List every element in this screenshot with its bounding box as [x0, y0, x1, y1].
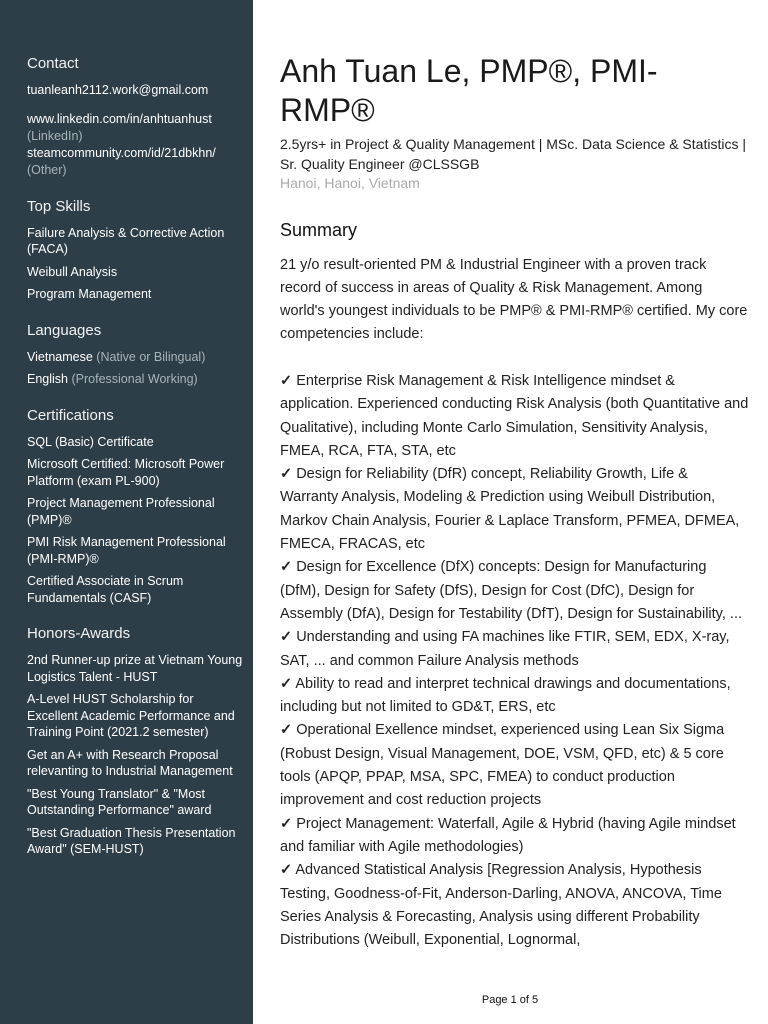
- language-item: [27, 349, 243, 366]
- competency-text: Operational Exellence mindset, experienced using Lean Six Sigma (Robust Design, Visual Management, DOE, VSM, QFD, etc) & 5 core tools (APQP, PPAP, MSA, SPC, FMEA) to conduct production improvement and cost reduction projects: [280, 722, 725, 809]
- check-icon: ✓: [280, 722, 293, 739]
- steam-link[interactable]: steamcommunity.com/id/21dbkhn/: [27, 145, 216, 160]
- steam-label: (Other): [27, 162, 67, 177]
- language-name: English: [27, 372, 68, 386]
- contact-section: [27, 55, 243, 179]
- language-level: (Native or Bilingual): [96, 349, 206, 364]
- competency-item: [280, 463, 750, 556]
- languages-heading: Languages: [27, 321, 102, 339]
- honor-item: Get an A+ with Research Proposal relevanting to Industrial Management: [27, 747, 233, 778]
- competency-text: Project Management: Waterfall, Agile & Hybrid (having Agile mindset and familiar with Agile methodologies): [280, 815, 736, 855]
- check-icon: ✓: [280, 675, 293, 692]
- check-icon: ✓: [280, 629, 293, 646]
- certification-item: Microsoft Certified: Microsoft Power Platform (exam PL-900): [27, 457, 225, 488]
- language-level: (Professional Working): [71, 372, 198, 386]
- certification-item: PMI Risk Management Professional (PMI-RMP)®: [27, 535, 226, 566]
- competency-text: Ability to read and interpret technical drawings and documentations, including but not limited to GD&T, ERS, etc: [280, 675, 731, 716]
- summary-intro: 21 y/o result-oriented PM & Industrial Engineer with a proven track record of success in areas of Quality & Risk Management. Among world's youngest individuals to be PMP® & PMI-RMP® certified. My core competencies include:: [280, 256, 748, 343]
- competency-text: Understanding and using FA machines like FTIR, SEM, EDX, X-ray, SAT, ... and common Failure Analysis methods: [280, 629, 730, 669]
- page-number: Page 1 of 5: [481, 994, 539, 1006]
- check-icon: ✓: [280, 372, 293, 389]
- competency-item: [280, 859, 750, 952]
- email-link[interactable]: tuanleanh2112.work@gmail.com: [27, 83, 209, 97]
- competency-item: [280, 813, 750, 860]
- honor-item: A-Level HUST Scholarship for Excellent Academic Performance and Training Point (2021.2 semester): [27, 692, 235, 739]
- check-icon: ✓: [280, 862, 293, 879]
- competency-text: Advanced Statistical Analysis [Regression Analysis, Hypothesis Testing, Goodness-of-Fit, Anderson-Darling, ANOVA, ANCOVA, Time Series Analysis & Forecasting, Analysis using different Probability Distributions (Weibull, Exponential, Lognormal,: [280, 862, 722, 949]
- certifications-section: [27, 407, 243, 607]
- top-skills-section: [27, 198, 243, 303]
- certification-item: Project Management Professional (PMP)®: [27, 496, 215, 527]
- top-skills-heading: Top Skills: [27, 197, 91, 215]
- check-icon: ✓: [280, 815, 293, 832]
- language-name: Vietnamese: [27, 349, 93, 364]
- profile-location: Hanoi, Hanoi, Vietnam: [280, 175, 420, 191]
- competency-item: [280, 556, 750, 626]
- competency-item: [280, 626, 750, 673]
- check-icon: ✓: [280, 466, 293, 483]
- skill-item: Failure Analysis & Corrective Action (FACA): [27, 225, 225, 256]
- certification-item: Certified Associate in Scrum Fundamentals (CASF): [27, 574, 184, 605]
- certifications-heading: Certifications: [27, 406, 114, 424]
- languages-section: [27, 322, 243, 388]
- profile-headline: 2.5yrs+ in Project & Quality Management | MSc. Data Science & Statistics | Sr. Quality Engineer @CLSSGB: [280, 136, 746, 172]
- competency-text: Design for Reliability (DfR) concept, Reliability Growth, Life & Warranty Analysis, Modeling & Prediction using Weibull Distribution, Markov Chain Analysis, Fourier & Laplace Transform, PFMEA, DFMEA, FMECA, FRACAS, etc: [280, 466, 740, 553]
- competency-item: [280, 673, 750, 720]
- contact-heading: Contact: [27, 55, 79, 72]
- linkedin-link[interactable]: www.linkedin.com/in/anhtuanhust: [27, 111, 212, 126]
- competency-text: Design for Excellence (DfX) concepts: Design for Manufacturing (DfM), Design for Safety (DfS), Design for Cost (DfC), Design for Assembly (DfA), Design for Testability (DfT), Design for Sustainability, ...: [280, 559, 742, 622]
- language-item: [27, 371, 243, 388]
- honors-section: [27, 625, 243, 858]
- honors-heading: Honors-Awards: [27, 625, 131, 642]
- honor-item: "Best Young Translator" & "Most Outstanding Performance" award: [27, 786, 212, 817]
- certification-item: SQL (Basic) Certificate: [27, 434, 154, 449]
- main-content: [280, 52, 750, 952]
- linkedin-label: (LinkedIn): [27, 128, 83, 143]
- check-icon: ✓: [280, 559, 293, 576]
- profile-name: Anh Tuan Le, PMP®, PMI-RMP®: [280, 53, 658, 128]
- sidebar: [0, 0, 253, 1024]
- competency-text: Enterprise Risk Management & Risk Intelligence mindset & application. Experienced conducting Risk Analysis (both Quantitative and Qualitative), including Monte Carlo Simulation, Sensitivity Analysis, FMEA, RCA, FTA, STA, etc: [280, 372, 749, 459]
- skill-item: Program Management: [27, 287, 152, 301]
- honor-item: "Best Graduation Thesis Presentation Award" (SEM-HUST): [27, 825, 236, 856]
- competency-item: [280, 719, 750, 812]
- competency-item: [280, 370, 750, 463]
- skill-item: Weibull Analysis: [27, 264, 118, 279]
- summary-heading: Summary: [280, 219, 358, 240]
- competency-list: [280, 370, 750, 952]
- honor-item: 2nd Runner-up prize at Vietnam Young Logistics Talent - HUST: [27, 653, 243, 684]
